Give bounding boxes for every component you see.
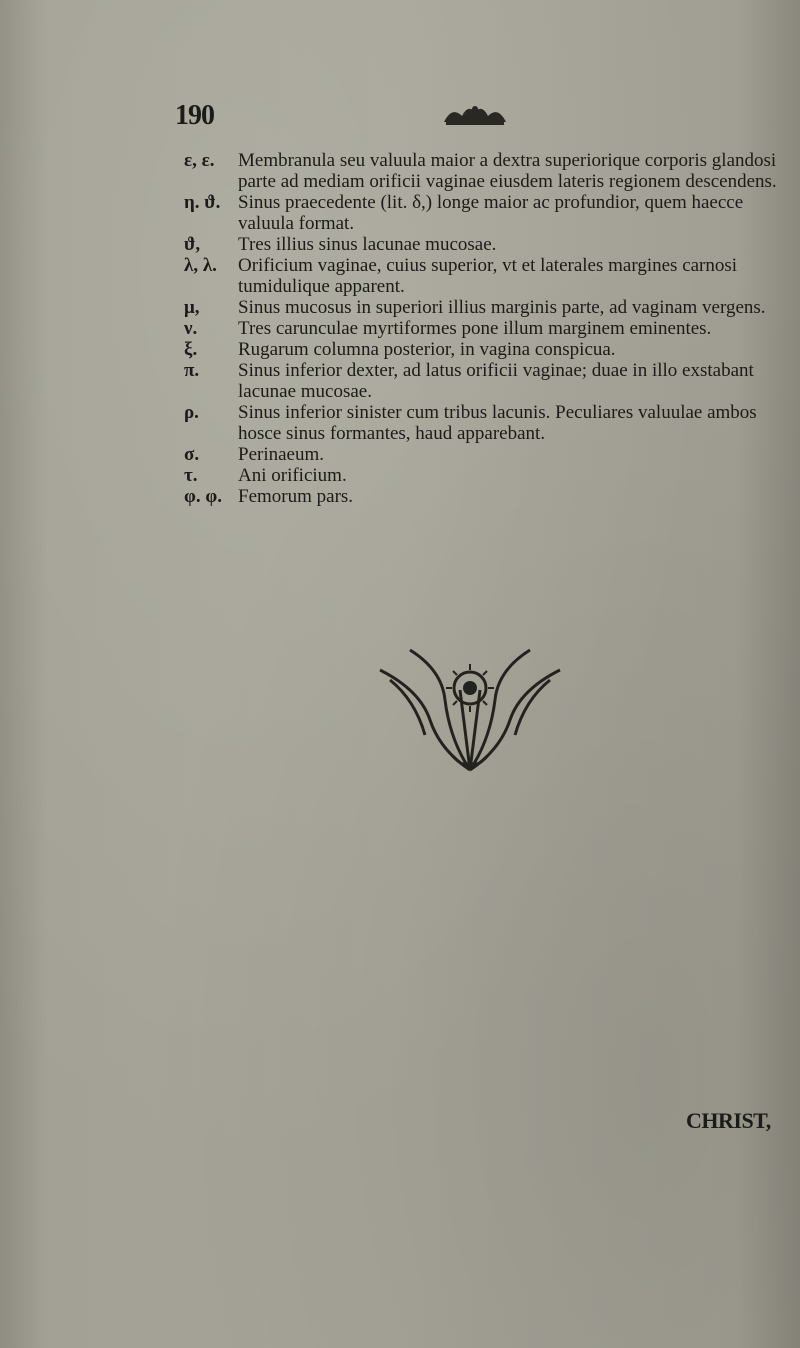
entry-label: ξ. bbox=[184, 339, 198, 360]
entry-text: Ani orificium. bbox=[238, 465, 347, 486]
entry-label: τ. bbox=[184, 465, 198, 486]
entry-text: Membranula seu valuula maior a dextra superiorique corporis glandosi parte ad mediam orificii vaginae eiusdem lateris regionem descendens. bbox=[238, 150, 777, 192]
entry-text: Tres carunculae myrtiformes pone illum marginem eminentes. bbox=[238, 318, 712, 339]
legend-entry bbox=[0, 444, 780, 465]
entry-text: Sinus mucosus in superiori illius marginis parte, ad vaginam vergens. bbox=[238, 297, 766, 318]
floral-tailpiece-icon bbox=[370, 640, 570, 780]
entry-text: Sinus inferior dexter, ad latus orificii vaginae; duae in illo exstabant lacunae mucosae. bbox=[238, 360, 754, 402]
entry-label: σ. bbox=[184, 444, 200, 465]
entry-text: Sinus praecedente (lit. δ,) longe maior ac profundior, quem haecce valuula format. bbox=[238, 192, 744, 234]
legend-entry bbox=[0, 339, 780, 360]
entry-label: ν. bbox=[184, 318, 198, 339]
entry-text: Sinus inferior sinister cum tribus lacunis. Peculiares valuulae ambos hosce sinus formantes, haud apparebant. bbox=[238, 402, 757, 444]
legend-entry bbox=[0, 486, 780, 507]
entry-label: ρ. bbox=[184, 402, 199, 423]
legend-entry bbox=[0, 465, 780, 486]
entry-label: λ, λ. bbox=[184, 255, 217, 276]
entry-text: Tres illius sinus lacunae mucosae. bbox=[238, 234, 497, 255]
entry-text: Rugarum columna posterior, in vagina conspicua. bbox=[238, 339, 616, 360]
entry-label: μ, bbox=[184, 297, 200, 318]
entry-label: ε, ε. bbox=[184, 150, 215, 171]
page-number: 190 bbox=[175, 100, 214, 131]
legend-entry bbox=[0, 150, 780, 192]
entry-text: Femorum pars. bbox=[238, 486, 354, 507]
entry-text: Orificium vaginae, cuius superior, vt et laterales margines carnosi tumidulique apparent. bbox=[238, 255, 738, 297]
legend-list bbox=[0, 150, 800, 507]
catchword: CHRIST, bbox=[686, 1108, 771, 1133]
entry-text: Perinaeum. bbox=[238, 444, 325, 465]
legend-entry bbox=[0, 234, 780, 255]
entry-label: π. bbox=[184, 360, 200, 381]
legend-entry bbox=[0, 192, 780, 234]
entry-label: φ. φ. bbox=[184, 486, 222, 507]
header-ornament-icon bbox=[440, 102, 510, 128]
legend-entry bbox=[0, 255, 780, 297]
entry-label: ϑ, bbox=[184, 234, 201, 255]
entry-label: η. ϑ. bbox=[184, 192, 221, 213]
page-header bbox=[0, 100, 800, 140]
legend-entry bbox=[0, 318, 780, 339]
legend-entry bbox=[0, 360, 780, 402]
legend-entry bbox=[0, 297, 780, 318]
legend-entry bbox=[0, 402, 780, 444]
